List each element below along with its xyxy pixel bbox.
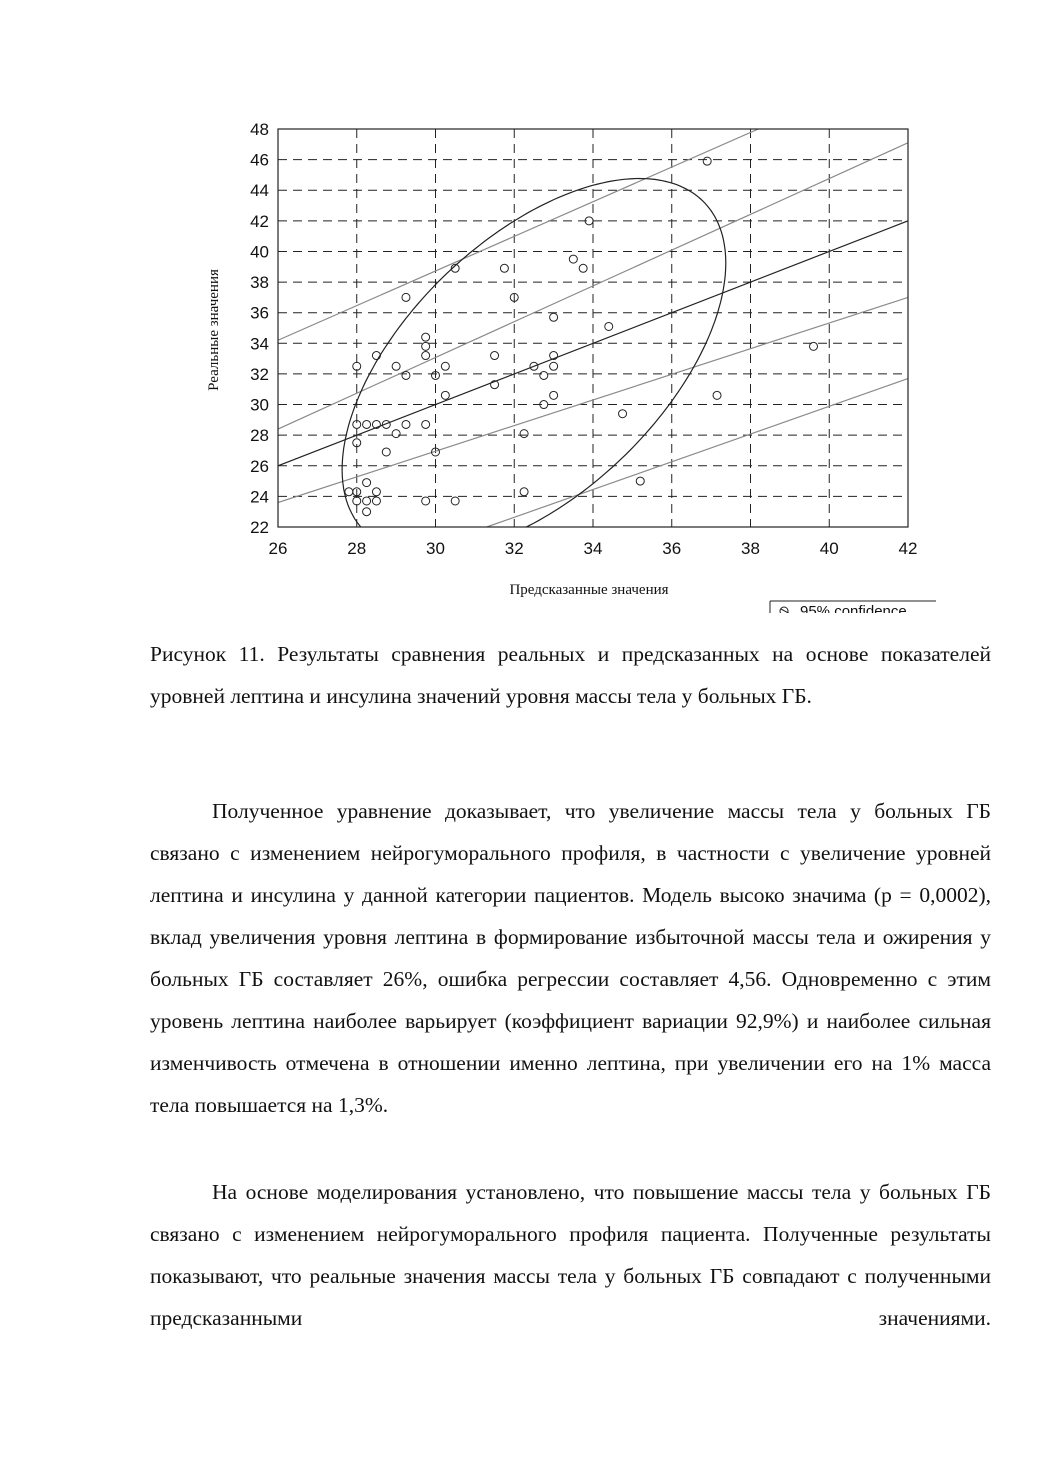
data-point xyxy=(550,391,558,399)
x-tick-label: 28 xyxy=(347,539,367,558)
x-tick-label: 26 xyxy=(268,539,288,558)
data-point xyxy=(402,371,410,379)
x-tick-label: 38 xyxy=(741,539,760,558)
data-point xyxy=(402,293,410,301)
y-tick-label: 42 xyxy=(250,211,269,231)
data-point xyxy=(550,313,558,321)
data-point xyxy=(441,391,449,399)
x-tick-label: 30 xyxy=(426,539,445,558)
y-tick-label: 26 xyxy=(250,456,269,476)
x-tick-label: 42 xyxy=(898,539,918,558)
y-tick-label: 34 xyxy=(250,334,269,354)
y-tick-label: 44 xyxy=(250,181,269,201)
x-tick-label: 32 xyxy=(504,539,524,558)
figure-caption: Рисунок 11. Результаты сравнения реальных и предсказанных на основе показателей уровней лептина и инсулина значений уровня массы тела у больных ГБ. xyxy=(150,642,991,708)
data-point xyxy=(363,497,371,505)
legend-text: 95% confidence xyxy=(800,603,907,620)
data-point xyxy=(363,420,371,428)
y-tick-label: 32 xyxy=(250,364,269,384)
data-point xyxy=(363,479,371,487)
y-tick-label: 38 xyxy=(250,273,269,293)
y-tick-label: 48 xyxy=(250,120,269,139)
data-point xyxy=(500,264,508,272)
data-point xyxy=(703,157,711,165)
data-point xyxy=(363,508,371,516)
data-point xyxy=(392,430,400,438)
data-point xyxy=(372,352,380,360)
data-point xyxy=(353,497,361,505)
x-tick-label: 40 xyxy=(819,539,839,558)
y-tick-label: 36 xyxy=(250,303,269,323)
data-point xyxy=(382,448,390,456)
data-point xyxy=(540,371,548,379)
x-tick-label: 36 xyxy=(662,539,682,558)
y-tick-label: 28 xyxy=(250,426,269,446)
paragraph-1: Полученное уравнение доказывает, что увеличение массы тела у больных ГБ связано с изменением нейрогуморального профиля, в частности с увеличение уровней лептина и инсулина у данной категории пациентов. Модель высоко значима (р = 0,0002), вклад увеличения уровня лептина в формирование избыточной массы тела и ожирения у больных ГБ составляет 26%, ошибка регрессии составляет 4,56. Одновременно с этим уровень лептина наиболее варьирует (коэффициент вариации 92,9%) и наиболее сильная изменчивость отмечена в отношении именно лептина, при увеличении его на 1% масса тела повышается на 1,3%. xyxy=(150,799,991,1117)
data-point xyxy=(451,497,459,505)
y-axis-title: Реальные значения xyxy=(206,269,222,391)
data-point xyxy=(441,362,449,370)
data-point xyxy=(491,352,499,360)
data-point xyxy=(422,420,430,428)
legend xyxy=(770,601,936,620)
y-tick-label: 24 xyxy=(250,487,269,507)
scatter-chart xyxy=(0,0,1041,620)
data-point xyxy=(520,488,528,496)
paragraph-2: На основе моделирования установлено, что повышение массы тела у больных ГБ связано с изменением нейрогуморального профиля пациента. Полученные результаты показывают, что реальные значения массы тела у больных ГБ совпадают с полученными предсказанными значениями. xyxy=(150,1180,991,1330)
data-point xyxy=(605,322,613,330)
prediction-band-lower xyxy=(487,379,908,527)
y-tick-label: 30 xyxy=(250,395,269,415)
data-point xyxy=(422,497,430,505)
data-point xyxy=(619,410,627,418)
x-tick-label: 34 xyxy=(583,539,603,558)
data-point xyxy=(422,333,430,341)
prediction-band-upper xyxy=(278,129,758,340)
data-point xyxy=(372,497,380,505)
y-tick-label: 46 xyxy=(250,150,269,170)
x-axis-title: Предсказанные значения xyxy=(509,582,669,598)
y-tick-label: 22 xyxy=(250,518,269,537)
data-point xyxy=(520,430,528,438)
data-point xyxy=(422,342,430,350)
data-point xyxy=(636,477,644,485)
data-points xyxy=(345,157,818,516)
data-point xyxy=(422,352,430,360)
data-point xyxy=(550,362,558,370)
data-point xyxy=(345,488,353,496)
data-point xyxy=(713,391,721,399)
data-point xyxy=(569,255,577,263)
data-point xyxy=(372,488,380,496)
y-tick-label: 40 xyxy=(250,242,269,262)
data-point xyxy=(810,342,818,350)
data-point xyxy=(579,264,587,272)
data-point xyxy=(402,420,410,428)
data-point xyxy=(392,362,400,370)
